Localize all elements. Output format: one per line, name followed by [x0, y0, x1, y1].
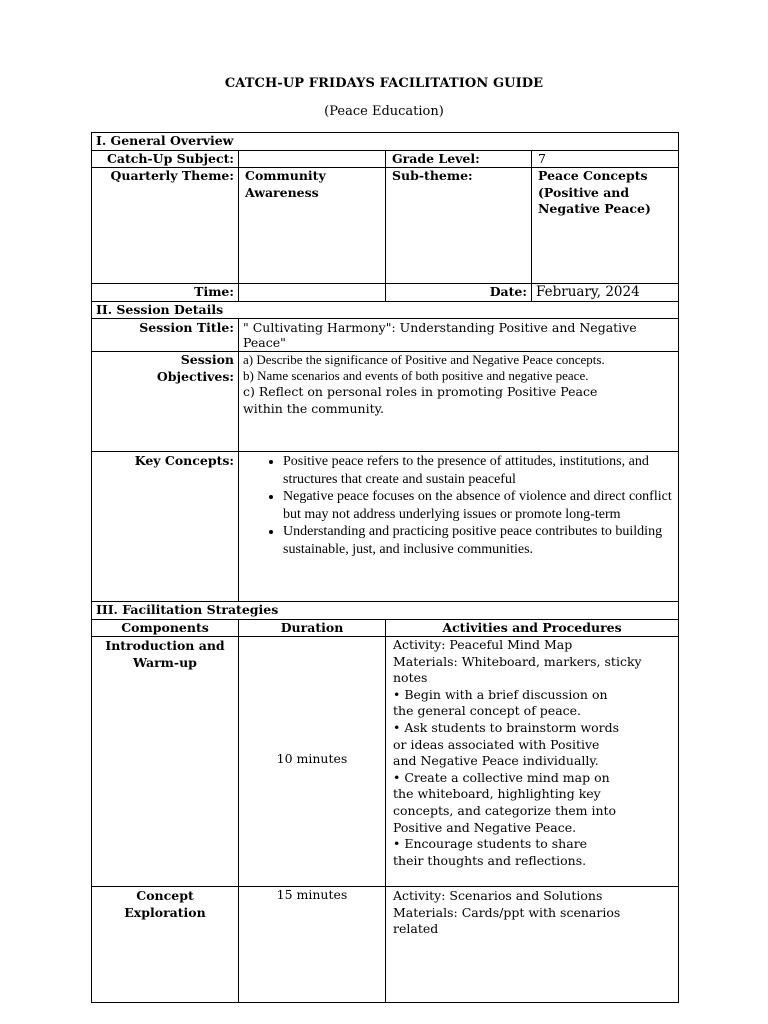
session-title-value: " Cultivating Harmony": Understanding Positive and Negative Peace"	[239, 319, 679, 352]
activity-line: related	[393, 921, 439, 937]
catch-up-subject-value	[239, 150, 386, 168]
activity-line: Positive and Negative Peace.	[393, 819, 577, 835]
component-line: Introduction and	[105, 638, 225, 653]
component-line: Exploration	[124, 904, 206, 920]
activities-cell	[386, 637, 679, 887]
activity-line: • Ask students to brainstorm words	[393, 719, 620, 735]
activity-line: concepts, and categorize them into	[393, 802, 617, 818]
column-header-activities: Activities and Procedures	[386, 619, 679, 637]
activity-line: the general concept of peace.	[393, 703, 582, 719]
key-concept-item: • Understanding and practicing positive peace contributes to building sustainable, just, and inclusive communities.	[283, 523, 678, 558]
table-row	[92, 637, 679, 887]
date-value: February, 2024	[532, 284, 679, 302]
activity-line: the whiteboard, highlighting key	[393, 786, 601, 802]
key-concept-item: • Positive peace refers to the presence of attitudes, institutions, and structures that create and sustain peaceful	[283, 453, 678, 488]
quarterly-theme-value: Community Awareness	[239, 168, 386, 284]
activity-line: notes	[393, 670, 428, 686]
table-row	[92, 887, 679, 1003]
session-title-label: Session Title:	[92, 319, 239, 352]
activity-line: Activity: Peaceful Mind Map	[393, 637, 573, 652]
grade-level-value: 7	[532, 150, 679, 168]
grade-level-label: Grade Level:	[386, 150, 532, 168]
component-line: Concept	[136, 888, 194, 903]
key-concepts-list	[239, 452, 679, 602]
objective-item: b) Name scenarios and events of both positive and negative peace.	[243, 368, 589, 383]
activity-line: Materials: Cards/ppt with scenarios	[393, 904, 621, 920]
document-subtitle: (Peace Education)	[324, 104, 444, 119]
sub-theme-label: Sub-theme:	[386, 168, 532, 284]
section-session-details: II. Session Details	[92, 301, 679, 319]
activity-line: • Begin with a brief discussion on	[393, 686, 608, 702]
document-title: CATCH-UP FRIDAYS FACILITATION GUIDE	[224, 76, 544, 91]
catch-up-subject-label: Catch-Up Subject:	[92, 150, 239, 168]
date-label: Date:	[386, 284, 532, 302]
column-header-duration: Duration	[239, 619, 386, 637]
session-objectives-list	[239, 352, 679, 452]
activity-line: • Encourage students to share	[393, 836, 588, 852]
session-objectives-label-line-2: Objectives:	[156, 368, 234, 384]
section-facilitation-strategies: III. Facilitation Strategies	[92, 602, 679, 620]
activity-line: • Create a collective mind map on	[393, 769, 610, 785]
objective-item: a) Describe the significance of Positive and Negative Peace concepts.	[243, 352, 605, 367]
facilitation-guide-table	[91, 132, 679, 1003]
session-objectives-label-line-1: Session	[180, 352, 234, 367]
activity-line: or ideas associated with Positive	[393, 736, 600, 752]
objective-item: c) Reflect on personal roles in promoting Positive Peace within the community.	[243, 384, 598, 416]
component-cell	[92, 637, 239, 887]
activity-line: and Negative Peace individually.	[393, 753, 599, 769]
activity-line: their thoughts and reflections.	[393, 852, 587, 868]
component-line: Warm-up	[133, 654, 197, 670]
section-general-overview: I. General Overview	[92, 133, 679, 151]
activity-line: Activity: Scenarios and Solutions	[393, 888, 603, 903]
column-header-components: Components	[92, 619, 239, 637]
component-cell	[92, 887, 239, 1003]
key-concepts-label: Key Concepts:	[92, 452, 239, 602]
duration-cell: 15 minutes	[239, 887, 386, 1003]
time-label: Time:	[92, 284, 239, 302]
quarterly-theme-label: Quarterly Theme:	[92, 168, 239, 284]
time-value	[239, 284, 386, 302]
session-objectives-label	[92, 352, 239, 452]
key-concept-item: • Negative peace focuses on the absence of violence and direct conflict but may not address underlying issues or promote long-term	[283, 488, 678, 523]
duration-cell: 10 minutes	[239, 637, 386, 887]
sub-theme-value: Peace Concepts (Positive and Negative Peace)	[532, 168, 679, 284]
activities-cell	[386, 887, 679, 1003]
activity-line: Materials: Whiteboard, markers, sticky	[393, 653, 642, 669]
